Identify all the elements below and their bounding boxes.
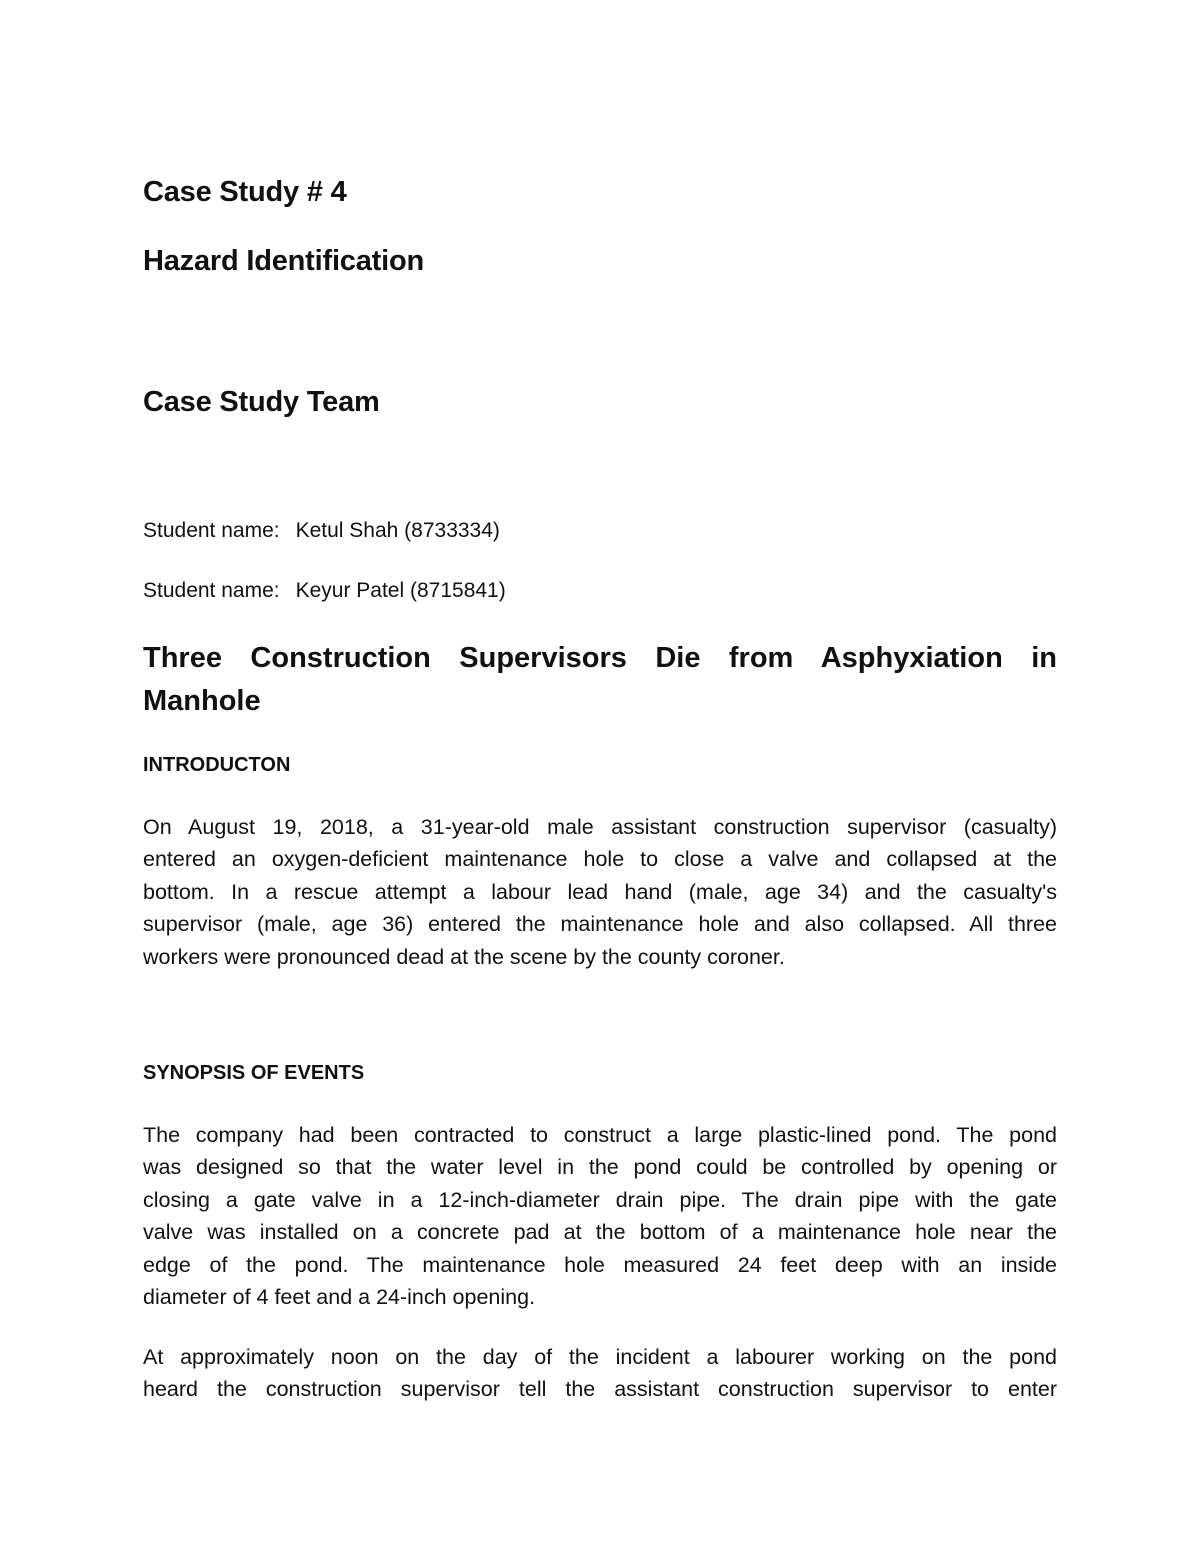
introduction-paragraph [143, 811, 1057, 973]
section-heading-introduction: INTRODUCTON [143, 754, 291, 776]
document-subtitle: Hazard Identification [143, 245, 424, 277]
student-line [143, 579, 506, 603]
section-heading-synopsis: SYNOPSIS OF EVENTS [143, 1062, 365, 1084]
paragraph-line: was designed so that the water level in the pond could be controlled by opening or [143, 1155, 1057, 1180]
paragraph-line: valve was installed on a concrete pad at the bottom of a maintenance hole near the [143, 1220, 1057, 1245]
paragraph-line: heard the construction supervisor tell the assistant construction supervisor to enter [143, 1377, 1057, 1402]
student-value: Ketul Shah (8733334) [295, 519, 500, 542]
paragraph-line: bottom. In a rescue attempt a labour lead hand (male, age 34) and the casualty's [143, 879, 1057, 904]
paragraph-line: supervisor (male, age 36) entered the maintenance hole and also collapsed. All three [143, 912, 1057, 937]
paragraph-line: workers were pronounced dead at the scene by the county coroner. [143, 944, 785, 969]
team-heading: Case Study Team [143, 386, 380, 418]
document-title: Case Study # 4 [143, 176, 347, 208]
paragraph-line: The company had been contracted to construct a large plastic-lined pond. The pond [143, 1123, 1057, 1147]
paragraph-line: At approximately noon on the day of the incident a labourer working on the pond [143, 1345, 1057, 1369]
paragraph-line: edge of the pond. The maintenance hole measured 24 feet deep with an inside [143, 1252, 1057, 1277]
paragraph-line: diameter of 4 feet and a 24-inch opening. [143, 1285, 536, 1310]
student-value: Keyur Patel (8715841) [295, 579, 506, 602]
student-line [143, 519, 500, 543]
student-label: Student name: [143, 519, 280, 542]
paragraph-line: entered an oxygen-deficient maintenance hole to close a valve and collapsed at the [143, 847, 1057, 872]
student-label: Student name: [143, 579, 280, 602]
paragraph-line: closing a gate valve in a 12-inch-diameter drain pipe. The drain pipe with the gate [143, 1187, 1057, 1212]
synopsis-paragraph [143, 1341, 1057, 1406]
synopsis-paragraph [143, 1119, 1057, 1313]
paragraph-line: On August 19, 2018, a 31-year-old male assistant construction supervisor (casualty) [143, 815, 1057, 839]
case-title: Three Construction Supervisors Die from Asphyxiation in Manhole [143, 642, 1057, 717]
